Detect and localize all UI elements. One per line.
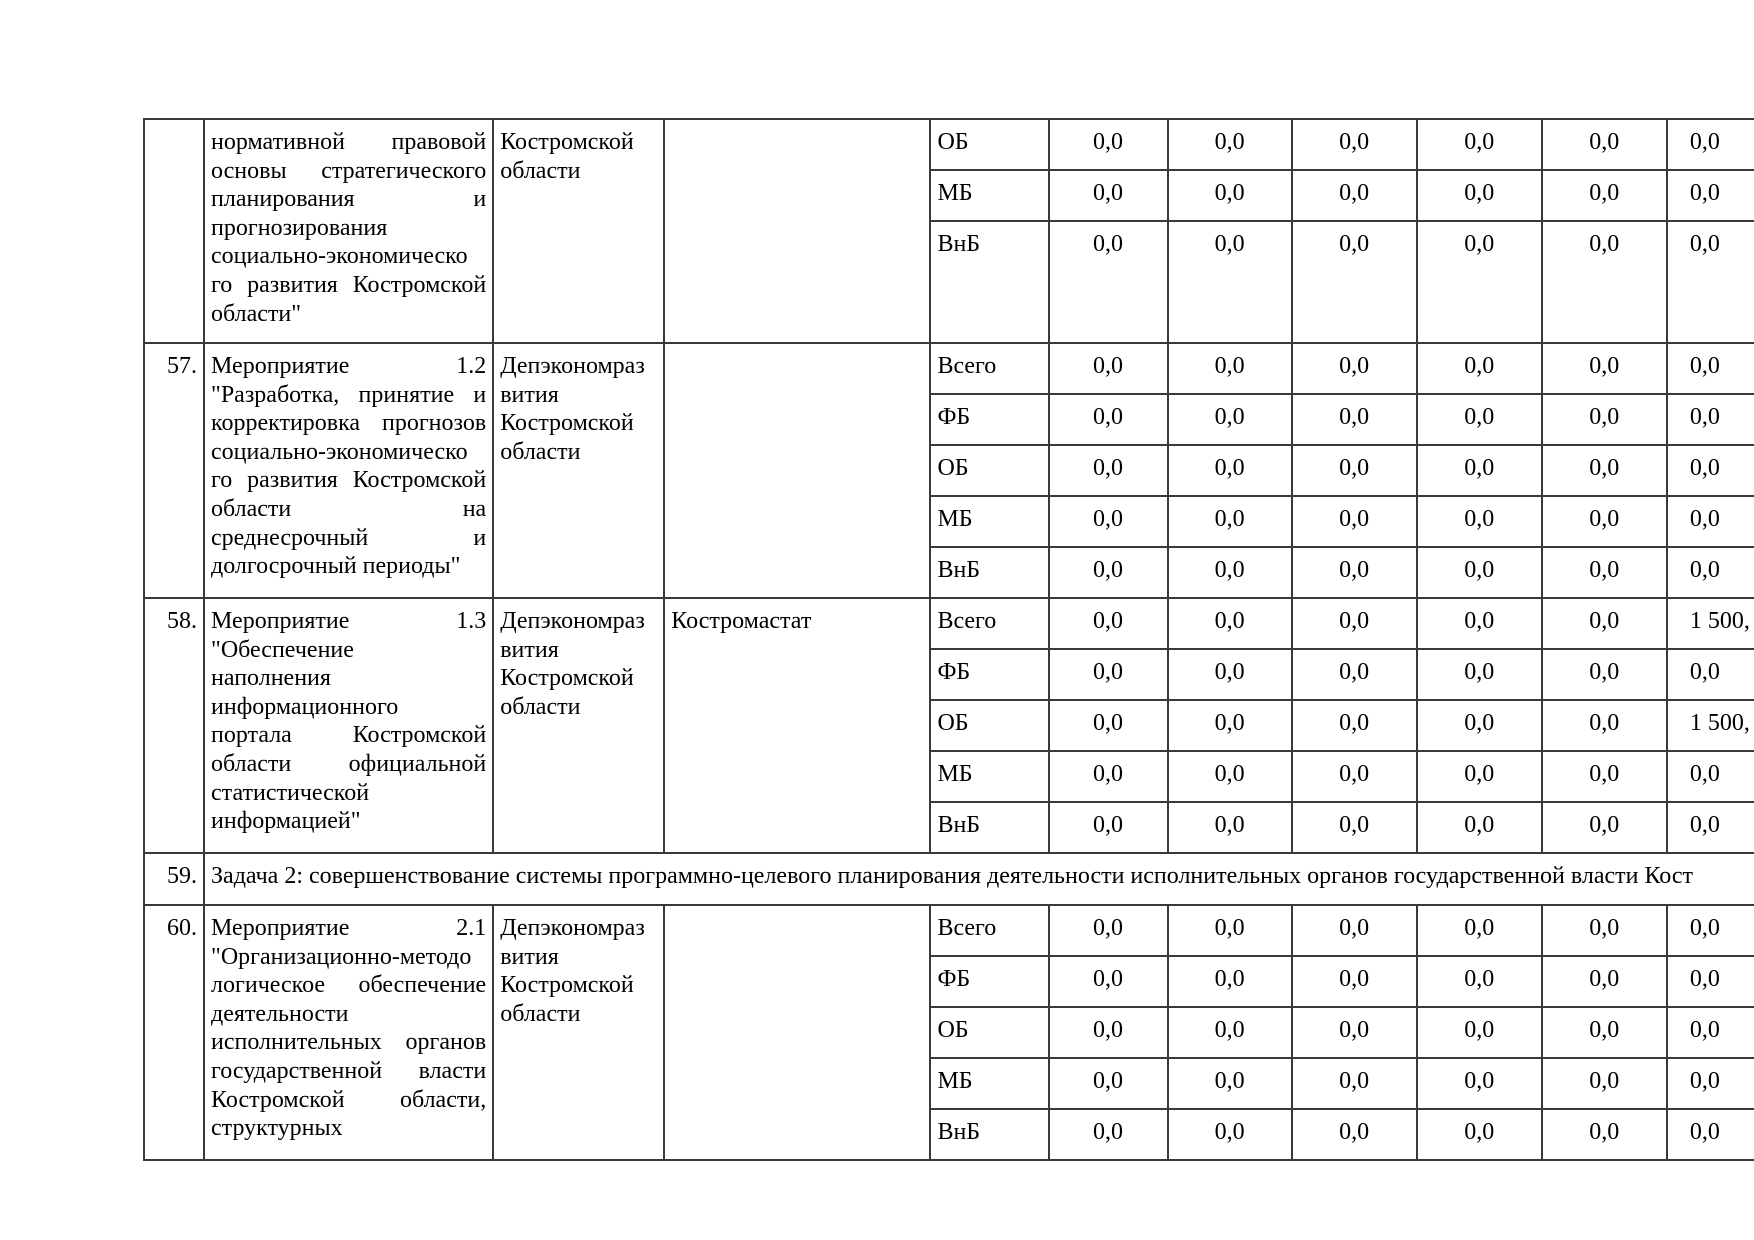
amount-cell: 0,0 [1049, 445, 1168, 496]
funding-source: ОБ [930, 700, 1048, 751]
table-row [144, 119, 1754, 170]
amount-cell: 0,0 [1417, 956, 1542, 1007]
amount-cell: 0,0 [1168, 700, 1292, 751]
amount-cell: 0,0 [1667, 956, 1754, 1007]
amount-cell: 0,0 [1417, 170, 1542, 221]
co-executor [664, 905, 930, 1160]
responsible-line: Костромской [500, 665, 634, 692]
task-row [144, 853, 1754, 905]
amount-cell: 0,0 [1667, 547, 1754, 598]
activity-line: основы стратегического [211, 157, 487, 184]
activity-line: Мероприятие 2.1 [211, 915, 487, 941]
activity-line: статистической [211, 779, 370, 806]
responsible-line: области [500, 693, 581, 720]
amount-cell: 0,0 [1168, 956, 1292, 1007]
amount-cell: 0,0 [1542, 394, 1667, 445]
activity-line: "Обеспечение [211, 636, 354, 663]
responsible-line: Костромской [500, 129, 634, 155]
activity-line: области на [211, 495, 487, 522]
amount-cell: 0,0 [1542, 802, 1667, 853]
amount-cell: 0,0 [1417, 1007, 1542, 1058]
activity-line: среднесрочный и [211, 524, 487, 551]
amount-cell: 0,0 [1168, 751, 1292, 802]
responsible-executor [493, 905, 664, 1160]
amount-cell: 0,0 [1168, 445, 1292, 496]
funding-source: МБ [930, 751, 1048, 802]
activity-line: "Разработка, принятие и [211, 381, 487, 408]
funding-source: МБ [930, 496, 1048, 547]
row-number: 59. [144, 853, 204, 905]
activity-description [204, 343, 493, 598]
amount-cell: 0,0 [1292, 905, 1417, 956]
activity-line: "Организационно-методо [211, 943, 472, 970]
amount-cell: 0,0 [1049, 802, 1168, 853]
funding-source: Всего [930, 343, 1048, 394]
amount-cell: 0,0 [1049, 343, 1168, 394]
amount-cell: 1 500, [1667, 598, 1754, 649]
amount-cell: 0,0 [1667, 170, 1754, 221]
funding-source: ВнБ [930, 1109, 1048, 1160]
table-row [144, 343, 1754, 394]
activity-line: наполнения [211, 665, 331, 692]
amount-cell: 0,0 [1667, 649, 1754, 700]
funding-source: ФБ [930, 956, 1048, 1007]
amount-cell: 0,0 [1049, 394, 1168, 445]
amount-cell: 0,0 [1292, 700, 1417, 751]
amount-cell: 0,0 [1168, 1007, 1292, 1058]
responsible-executor [493, 343, 664, 598]
activity-line: логическое обеспечение [211, 972, 487, 999]
amount-cell: 0,0 [1417, 751, 1542, 802]
funding-source: ВнБ [930, 802, 1048, 853]
amount-cell: 0,0 [1542, 751, 1667, 802]
amount-cell: 0,0 [1168, 905, 1292, 956]
amount-cell: 0,0 [1292, 649, 1417, 700]
amount-cell: 0,0 [1667, 1058, 1754, 1109]
amount-cell: 0,0 [1168, 802, 1292, 853]
activity-line: государственной власти [211, 1057, 487, 1084]
amount-cell: 0,0 [1667, 802, 1754, 853]
amount-cell: 0,0 [1168, 1058, 1292, 1109]
amount-cell: 0,0 [1292, 1109, 1417, 1160]
amount-cell: 0,0 [1542, 1058, 1667, 1109]
amount-cell: 0,0 [1417, 905, 1542, 956]
amount-cell: 0,0 [1168, 343, 1292, 394]
activity-line: социально-экономическо [211, 243, 468, 270]
amount-cell: 0,0 [1168, 598, 1292, 649]
amount-cell: 0,0 [1292, 170, 1417, 221]
responsible-line: области [500, 1000, 581, 1027]
activity-description [204, 905, 493, 1160]
responsible-executor [493, 119, 664, 343]
activity-line: информацией" [211, 808, 361, 835]
activity-line: го развития Костромской [211, 271, 487, 298]
amount-cell: 0,0 [1667, 394, 1754, 445]
amount-cell: 0,0 [1292, 221, 1417, 343]
responsible-line: вития [500, 636, 559, 663]
funding-source: ОБ [930, 119, 1048, 170]
amount-cell: 0,0 [1542, 170, 1667, 221]
amount-cell: 0,0 [1417, 343, 1542, 394]
amount-cell: 0,0 [1542, 1007, 1667, 1058]
row-number: 57. [144, 343, 204, 598]
amount-cell: 0,0 [1292, 956, 1417, 1007]
amount-cell: 0,0 [1417, 119, 1542, 170]
co-executor [664, 343, 930, 598]
activity-line: Мероприятие 1.2 [211, 353, 487, 379]
amount-cell: 0,0 [1049, 598, 1168, 649]
amount-cell: 0,0 [1049, 496, 1168, 547]
amount-cell: 0,0 [1292, 343, 1417, 394]
funding-source: ФБ [930, 394, 1048, 445]
amount-cell: 0,0 [1667, 1109, 1754, 1160]
amount-cell: 0,0 [1292, 751, 1417, 802]
responsible-line: вития [500, 943, 559, 970]
responsible-line: области [500, 157, 581, 184]
responsible-line: Депэкономраз [500, 353, 645, 379]
amount-cell: 0,0 [1168, 119, 1292, 170]
activity-line: го развития Костромской [211, 467, 487, 494]
amount-cell: 0,0 [1049, 1058, 1168, 1109]
amount-cell: 0,0 [1667, 1007, 1754, 1058]
amount-cell: 0,0 [1292, 802, 1417, 853]
budget-table [143, 118, 1754, 1161]
amount-cell: 0,0 [1168, 1109, 1292, 1160]
amount-cell: 0,0 [1292, 496, 1417, 547]
amount-cell: 0,0 [1168, 170, 1292, 221]
funding-source: ВнБ [930, 221, 1048, 343]
amount-cell: 0,0 [1667, 119, 1754, 170]
amount-cell: 0,0 [1542, 649, 1667, 700]
amount-cell: 0,0 [1049, 547, 1168, 598]
row-number: 60. [144, 905, 204, 1160]
amount-cell: 0,0 [1168, 649, 1292, 700]
amount-cell: 0,0 [1049, 905, 1168, 956]
activity-line: исполнительных органов [211, 1029, 487, 1056]
amount-cell: 0,0 [1049, 956, 1168, 1007]
amount-cell: 0,0 [1292, 119, 1417, 170]
amount-cell: 0,0 [1049, 1109, 1168, 1160]
funding-source: МБ [930, 170, 1048, 221]
row-number [144, 119, 204, 343]
amount-cell: 0,0 [1049, 170, 1168, 221]
amount-cell: 0,0 [1417, 598, 1542, 649]
amount-cell: 0,0 [1667, 343, 1754, 394]
amount-cell: 0,0 [1667, 221, 1754, 343]
amount-cell: 0,0 [1667, 445, 1754, 496]
amount-cell: 0,0 [1168, 496, 1292, 547]
activity-line: долгосрочный периоды" [211, 553, 461, 580]
amount-cell: 0,0 [1168, 394, 1292, 445]
table-row [144, 598, 1754, 649]
funding-source: МБ [930, 1058, 1048, 1109]
task-heading: Задача 2: совершенствование системы программно-целевого планирования деятельности исполнительных органов государственной власти Кост [204, 853, 1754, 905]
funding-source: ФБ [930, 649, 1048, 700]
responsible-line: Депэкономраз [500, 915, 645, 941]
amount-cell: 0,0 [1667, 496, 1754, 547]
amount-cell: 0,0 [1292, 394, 1417, 445]
activity-line: деятельности [211, 1000, 349, 1027]
funding-source: ОБ [930, 445, 1048, 496]
amount-cell: 0,0 [1542, 905, 1667, 956]
amount-cell: 0,0 [1049, 119, 1168, 170]
amount-cell: 0,0 [1542, 598, 1667, 649]
amount-cell: 0,0 [1542, 956, 1667, 1007]
table-row [144, 905, 1754, 956]
responsible-line: Костромской [500, 972, 634, 999]
activity-line: Костромской области, [211, 1086, 487, 1113]
co-executor: Костромастат [664, 598, 930, 853]
amount-cell: 0,0 [1292, 1007, 1417, 1058]
amount-cell: 0,0 [1542, 119, 1667, 170]
activity-line: нормативной правовой [211, 129, 487, 155]
activity-line: социально-экономическо [211, 438, 468, 465]
activity-line: корректировка прогнозов [211, 410, 487, 437]
amount-cell: 0,0 [1667, 751, 1754, 802]
responsible-line: Костромской [500, 410, 634, 437]
amount-cell: 0,0 [1417, 221, 1542, 343]
amount-cell: 0,0 [1417, 1109, 1542, 1160]
amount-cell: 0,0 [1292, 445, 1417, 496]
activity-line: Мероприятие 1.3 [211, 608, 487, 634]
amount-cell: 0,0 [1292, 598, 1417, 649]
funding-source: ОБ [930, 1007, 1048, 1058]
amount-cell: 0,0 [1417, 649, 1542, 700]
amount-cell: 0,0 [1168, 221, 1292, 343]
amount-cell: 0,0 [1049, 751, 1168, 802]
amount-cell: 0,0 [1417, 496, 1542, 547]
amount-cell: 0,0 [1292, 1058, 1417, 1109]
funding-source: Всего [930, 598, 1048, 649]
amount-cell: 0,0 [1542, 496, 1667, 547]
amount-cell: 0,0 [1049, 1007, 1168, 1058]
activity-description [204, 598, 493, 853]
amount-cell: 0,0 [1542, 547, 1667, 598]
amount-cell: 0,0 [1049, 700, 1168, 751]
activity-line: области" [211, 300, 302, 327]
amount-cell: 0,0 [1667, 905, 1754, 956]
amount-cell: 0,0 [1542, 445, 1667, 496]
amount-cell: 0,0 [1417, 802, 1542, 853]
activity-line: прогнозирования [211, 214, 388, 241]
amount-cell: 0,0 [1417, 445, 1542, 496]
responsible-line: области [500, 438, 581, 465]
activity-line: информационного [211, 693, 399, 720]
amount-cell: 1 500, [1667, 700, 1754, 751]
amount-cell: 0,0 [1049, 221, 1168, 343]
amount-cell: 0,0 [1542, 343, 1667, 394]
amount-cell: 0,0 [1049, 649, 1168, 700]
amount-cell: 0,0 [1168, 547, 1292, 598]
amount-cell: 0,0 [1417, 700, 1542, 751]
activity-line: портала Костромской [211, 722, 487, 749]
amount-cell: 0,0 [1417, 394, 1542, 445]
activity-line: планирования и [211, 186, 487, 213]
funding-source: Всего [930, 905, 1048, 956]
amount-cell: 0,0 [1542, 700, 1667, 751]
amount-cell: 0,0 [1417, 547, 1542, 598]
responsible-executor [493, 598, 664, 853]
amount-cell: 0,0 [1542, 1109, 1667, 1160]
responsible-line: Депэкономраз [500, 608, 645, 634]
amount-cell: 0,0 [1292, 547, 1417, 598]
row-number: 58. [144, 598, 204, 853]
co-executor [664, 119, 930, 343]
activity-line: области официальной [211, 750, 487, 777]
responsible-line: вития [500, 381, 559, 408]
amount-cell: 0,0 [1542, 221, 1667, 343]
activity-line: структурных [211, 1115, 343, 1142]
activity-description [204, 119, 493, 343]
funding-source: ВнБ [930, 547, 1048, 598]
amount-cell: 0,0 [1417, 1058, 1542, 1109]
